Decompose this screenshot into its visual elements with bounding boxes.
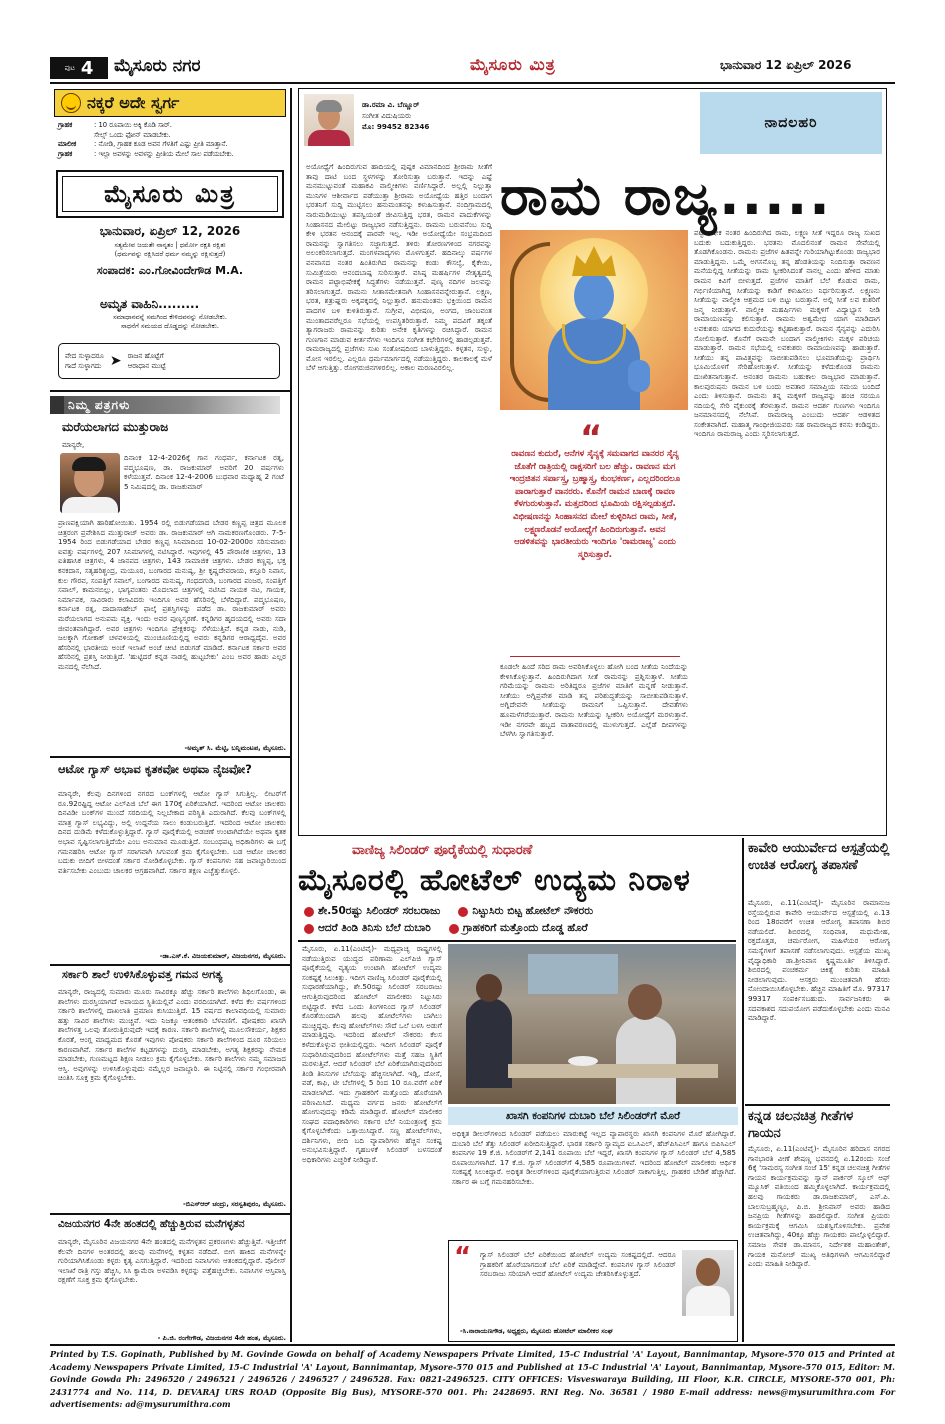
letter-signature: -ಬಿಎಸ್‌ಆರ್ ಚಂದ್ರು, ಸರಸ್ವತಿಪುರಂ, ಮೈಸೂರು. <box>183 1200 286 1208</box>
masthead-logo: ಮೈಸೂರು ಮಿತ್ರ <box>470 55 556 74</box>
joke-speaker: ಗ್ರಾಹಕ <box>58 121 73 129</box>
letters-section-banner: ನಿಮ್ಮ ಪತ್ರಗಳು <box>50 396 280 414</box>
joke-line <box>58 150 288 160</box>
laugh-box-title: ನಕ್ಕರೆ ಅದೇ ಸ್ವರ್ಗ <box>87 93 180 112</box>
column-name-banner: ನಾದಲಹರಿ <box>700 92 882 154</box>
proverb-right <box>128 351 166 371</box>
edition-date: ಭಾನುವಾರ, ಏಪ್ರಿಲ್ 12, 2026 <box>99 224 241 238</box>
hotel-diners-photo <box>448 944 736 1104</box>
brief-body: ಮೈಸೂರು, ಏ.11(ಎಂಟಿವೈ)- ಮೈಸೂರಿನ ರಾಮಾನುಜ ರಸ್ತೆಯಲ್ಲಿರುವ ಕಾವೇರಿ ಆಯುರ್ವೇದ ಆಸ್ಪತ್ರೆಯಲ್ಲಿ ಏ.13 ರಿಂದ 18ರವರೆಗೆ ಉಚಿತ ಆರೋಗ್ಯ ತಪಾಸಣಾ ಶಿಬಿರ ನಡೆಯಲಿದೆ. ಶಿಬಿರದಲ್ಲಿ ಸಂಧಿವಾತ, ಮಧುಮೇಹ, ರಕ್ತದೊತ್ತಡ, ಚರ್ಮರೋಗ, ಮಹಿಳೆಯರ ಆರೋಗ್ಯ ಸಮಸ್ಯೆಗಳಿಗೆ ತಪಾಸಣೆ ನಡೆಸಲಾಗುವುದು. ಆಸ್ಪತ್ರೆಯ ಮುಖ್ಯ ವೈದ್ಯಾಧಿಕಾರಿ ಡಾ.ಶ್ರೀನಿವಾಸ ಕೃಷ್ಣಮೂರ್ತಿ ತಿಳಿಸಿದ್ದಾರೆ. ಶಿಬಿರದಲ್ಲಿ ಪಂಚಕರ್ಮ ಚಿಕಿತ್ಸೆ ಕುರಿತು ಮಾಹಿತಿ ನೀಡಲಾಗುವುದು. ಆಸಕ್ತರು ಮುಂಚಿತವಾಗಿ ಹೆಸರು ನೋಂದಾಯಿಸಿಕೊಳ್ಳಬೇಕು. ಹೆಚ್ಚಿನ ಮಾಹಿತಿಗೆ ಮೊ. 97317 99317 ಸಂಪರ್ಕಿಸಬಹುದು. ಸಾರ್ವಜನಿಕರು ಈ ಸದವಕಾಶದ ಸದುಪಯೋಗ ಪಡೆದುಕೊಳ್ಳಬೇಕು ಎಂದು ಮನವಿ ಮಾಡಿದ್ದಾರೆ. <box>748 898 890 1023</box>
quote-divider <box>510 656 680 657</box>
brief-body: ಮೈಸೂರು, ಏ.11(ಎಂಟಿವೈ)- ಮೈಸೂರಿನ ಹರಿದಾಸ ನಗರದ ಗಾನಭಾರತಿ ವೀಣೆ ಶೇಷಣ್ಣ ಭವನದಲ್ಲಿ ಏ.12ರಂದು ಸಂಜೆ 6ಕ್ಕೆ 'ಸಾಮರಸ್ಯ ಸಂಗೀತ ಸಂಜೆ 15' ಕನ್ನಡ ಚಲನಚಿತ್ರ ಗೀತೆಗಳ ಗಾಯನ ಕಾರ್ಯಕ್ರಮವನ್ನು ಸ್ವಾನ್ ಪಾರ್ಕರ್ ಸ್ಕೂಲ್ ಆಫ್ ಮ್ಯೂಸಿಕ್ ವತಿಯಿಂದ ಹಮ್ಮಿಕೊಳ್ಳಲಾಗಿದೆ. ಕಾರ್ಯಕ್ರಮದಲ್ಲಿ ಹಲವು ಗಾಯಕರು ಡಾ.ರಾಜಕುಮಾರ್, ಎಸ್.ಪಿ. ಬಾಲಸುಬ್ರಹ್ಮಣ್ಯಂ, ಪಿ.ಬಿ. ಶ್ರೀನಿವಾಸ್ ಅವರು ಹಾಡಿದ ಜನಪ್ರಿಯ ಗೀತೆಗಳನ್ನು ಹಾಡಲಿದ್ದಾರೆ. ಸಂಗೀತ ಪ್ರಿಯರು ಕಾರ್ಯಕ್ರಮಕ್ಕೆ ಆಗಮಿಸಿ ಯಶಸ್ವಿಗೊಳಿಸಬೇಕು. ಪ್ರವೇಶ ಉಚಿತವಾಗಿದ್ದು, 40ಕ್ಕೂ ಹೆಚ್ಚು ಗಾಯಕರು ಪಾಲ್ಗೊಳ್ಳಲಿದ್ದಾರೆ. ಸಮಾಜ ಸೇವಕ ಡಾ.ಮಾನಸ, ನಿರ್ದೇಶಕ ಮಹಾಂತೇಶ್, ಗಾಯಕ ಮನೋಜ್ ಮುಖ್ಯ ಅತಿಥಿಗಳಾಗಿ ಆಗಮಿಸಲಿದ್ದಾರೆ ಎಂದು ಮಾಹಿತಿ ನೀಡಿದ್ದಾರೆ. <box>748 1144 890 1269</box>
quote-mark-icon: “ <box>454 1242 472 1272</box>
joke-text: ಸೇಲ್ಸ್ ಒಂದು ಫೋನ್ ಮಾಡಬೇಕು. <box>94 130 171 139</box>
highlight-text: ನಿಟ್ಟುಸಿರು ಬಿಟ್ಟ ಹೋಟೆಲ್ ನೌಕರರು <box>472 905 594 917</box>
printer-imprint: Printed by T.S. Gopinath, Published by M. Govinde Gowda on behalf of Academy Newspapers Private Limited, 15-C Industrial 'A' Layout, Bannimantap, Mysore-570 015 and Printed at Academy Newspapers Private Limited, 15-C Industrial 'A' Layout, Bannimantap, Mysore-570 015 and Published at 15-C Industrial 'A' Layout, Bannimantap, Mysore-570 015, Editor: M. Govinde Gowda Ph: 2496520 / 2496521 / 2496526 / 2496527 / 2496528. Fax: 0821-2496525. CITY OFFICES: Visveswaraya Building, III Floor, K.R. CIRCLE, MYSORE-570 001, Ph: 2431774 and No. 114, D. DEVARAJ URS ROAD (Opposite Big Bus), MYSORE-570 001. Ph: 2428695. RNI Reg. No. 36581 / 1980 E-mail address: news@mysurumithra.com For advertisements: ad@mysurumithra.com <box>50 1349 895 1409</box>
smiley-icon <box>61 93 81 113</box>
amrutha-title: ಅಮೃತ ವಾಹಿನಿ......... <box>100 297 200 311</box>
author-role: ಸಂಗೀತ ವಿದುಷಿಯರು <box>362 111 412 120</box>
motto-lines <box>56 241 284 259</box>
page-label: ಪುಟ <box>64 63 75 72</box>
letter-body: ದಿನಾಂಕ 12-4-2026ಕ್ಕೆ ಗಾನ ಗಂಧರ್ವ, ಕರ್ನಾಟಕ ರತ್ನ, ಪದ್ಮಭೂಷಣ, ಡಾ. ರಾಜಕುಮಾರ್ ಅವರಿಗೆ 20 ವರ್ಷಗಳು ಕಳೆಯುತ್ತವೆ. ದಿನಾಂಕ 12-4-2006 ಬುಧವಾರ ಮಧ್ಯಾಹ್ನ 2 ಗಂಟೆ 5 ನಿಮಿಷದಲ್ಲಿ ಡಾ. ರಾಜಕುಮಾರ್ <box>124 453 284 491</box>
amrutha-line: ಸಮಾಧಾನವನ್ನೆ ಸಮಗಿಂದ ಕೇಳಿದವನನ್ನು ನೋಡಬೇಕು. <box>113 313 227 321</box>
author-photo <box>304 94 354 146</box>
letter-body: ಮಾನ್ಯರೇ, ರಾಜ್ಯದಲ್ಲಿ ಸುಮಾರು ಮೂರು ಸಾವಿರಕ್ಕೂ ಹೆಚ್ಚು ಸರ್ಕಾರಿ ಶಾಲೆಗಳು ಶಿಥಿಲಗೊಂಡು, ಈ ಶಾಲೆಗಳು ದುರಸ್ತಿಯಾಗದೆ ಅಪಾಯದ ಸ್ಥಿತಿಯಲ್ಲಿವೆ ಎಂದು ವರದಿಯಾಗಿದೆ. ಕಳೆದ ಕೆಲ ವರ್ಷಗಳಿಂದ ಸರ್ಕಾರಿ ಶಾಲೆಗಳಲ್ಲಿ ದಾಖಲಾತಿ ಪ್ರಮಾಣ ಕುಸಿಯುತ್ತಿದೆ. 15 ವರ್ಷದ ಕಾಲಾವಧಿಯಲ್ಲಿ ಸುಮಾರು ಹತ್ತು ಸಾವಿರ ಶಾಲೆಗಳು ಮುಚ್ಚಿವೆ. ಇದು ನಿಜಕ್ಕೂ ಆತಂಕಕಾರಿ ಬೆಳವಣಿಗೆ. ಪೋಷಕರು ಖಾಸಗಿ ಶಾಲೆಗಳತ್ತ ಒಲವು ತೋರುತ್ತಿರುವುದೇ ಇದಕ್ಕೆ ಕಾರಣ. ಸರ್ಕಾರಿ ಶಾಲೆಗಳಲ್ಲಿ ಮೂಲಸೌಕರ್ಯ, ಶಿಕ್ಷಕರ ಕೊರತೆ, ಆಂಗ್ಲ ಮಾಧ್ಯಮದ ಕೊರತೆ ಇವುಗಳು ಪೋಷಕರು ಸರ್ಕಾರಿ ಶಾಲೆಗಳಿಂದ ದೂರ ಸರಿಯಲು ಕಾರಣವಾಗಿವೆ. ಸರ್ಕಾರ ಶಾಲೆಗಳ ಕಟ್ಟಡಗಳನ್ನು ದುರಸ್ತಿ ಮಾಡಬೇಕು, ಅಗತ್ಯ ಶಿಕ್ಷಕರನ್ನು ನೇಮಕ ಮಾಡಬೇಕು, ಗುಣಮಟ್ಟದ ಶಿಕ್ಷಣ ನೀಡಲು ಕ್ರಮ ಕೈಗೊಳ್ಳಬೇಕು. ಸರ್ಕಾರಿ ಶಾಲೆಗಳು ನಮ್ಮ ಸಮಾಜದ ಆಸ್ತಿ. ಅವುಗಳನ್ನು ಉಳಿಸಿಕೊಳ್ಳುವುದು ನಮ್ಮೆಲ್ಲರ ಜವಾಬ್ದಾರಿ. ಈ ನಿಟ್ಟಿನಲ್ಲಿ ಸರ್ಕಾರ ಗಂಭೀರವಾಗಿ ಚಿಂತಿಸಿ ಸೂಕ್ತ ಕ್ರಮ ಕೈಗೊಳ್ಳಬೇಕು. <box>58 987 286 1083</box>
letter-title: ಸರ್ಕಾರಿ ಶಾಲೆ ಉಳಿಸಿಕೊಳ್ಳುವತ್ತ ಗಮನ ಅಗತ್ಯ <box>62 968 223 981</box>
brief-headline: ಕಾವೇರಿ ಆಯುರ್ವೇದ ಆಸ್ಪತ್ರೆಯಲ್ಲಿ ಉಚಿತ ಆರೋಗ್ಯ ತಪಾಸಣೆ <box>748 841 890 873</box>
proverb-text: ರಾಜನ ಹೊಟ್ಟೆಗೆ <box>127 352 164 360</box>
arrow-right-icon: ➤ <box>109 353 122 369</box>
feature-column-text: ಅಯೋಧ್ಯೆಗೆ ಹಿಂದಿರುಗುವ ಹಾದಿಯಲ್ಲಿ ಪುಷ್ಪಕ ವಿಮಾನದಿಂದ ಶ್ರೀರಾಮ ಸೀತೆಗೆ ತಾವು ದಾಟಿ ಬಂದ ಸ್ಥಳಗಳನ್ನು ತೋರಿಸುತ್ತಾ ಬರುತ್ತಾನೆ. ಇದನ್ನು ಎಷ್ಟೆ ಮನಮುಟ್ಟುವಂತೆ ಮಹಾಕವಿ ವಾಲ್ಮೀಕಿಗಳು ವರ್ಣಿಸಿದ್ದಾರೆ. ಅಲ್ಲಲ್ಲಿ ನಿಲ್ಲುತ್ತಾ ಮುನಿಗಳ ಆಶೀರ್ವಾದ ಪಡೆಯುತ್ತಾ ಶ್ರೀರಾಮ ಅಯೋಧ್ಯೆಯ ಹತ್ತಿರ ಬಂದಾಗ ಭರತನಿಗೆ ಸುದ್ದಿ ಮುಟ್ಟಿಸಲು ಹನುಮಂತನನ್ನು ಕಳುಹಿಸುತ್ತಾನೆ. ನಂದಿಗ್ರಾಮದಲ್ಲಿ ನಾರುಮಡಿಯುಟ್ಟು ತಪಸ್ವಿಯಂತೆ ಜೀವಿಸುತ್ತಿದ್ದ ಭರತ, ರಾಮನ ಪಾದುಕೆಗಳನ್ನು ಸಿಂಹಾಸನದ ಮೇಲಿಟ್ಟು ರಾಜ್ಯಭಾರ ನಡೆಸುತ್ತಿದ್ದನು. ರಾಮನು ಬರುವನೆಂಬ ಸುದ್ದಿ ಕೇಳಿ ಭರತನ ಆನಂದಕ್ಕೆ ಪಾರವೇ ಇಲ್ಲ. ಇಡೀ ಅಯೋಧ್ಯೆಯೇ ಸಂಭ್ರಮದಿಂದ ರಾಮನನ್ನು ಸ್ವಾಗತಿಸಲು ಸಜ್ಜಾಗುತ್ತದೆ. ತಳಿರು ತೋರಣಗಳಿಂದ ನಗರವನ್ನು ಅಲಂಕರಿಸಲಾಗುತ್ತದೆ. ಮಂಗಳವಾದ್ಯಗಳು ಮೊಳಗುತ್ತವೆ. ಹದಿನಾಲ್ಕು ವರ್ಷಗಳ ವನವಾಸದ ನಂತರ ಹಿಂತಿರುಗಿದ ರಾಮನನ್ನು ಕಂಡು ಕೌಸಲ್ಯೆ, ಕೈಕೇಯಿ, ಸುಮಿತ್ರೆಯರು ಆನಂದಬಾಷ್ಪ ಸುರಿಸುತ್ತಾರೆ. ವಸಿಷ್ಠ ಮಹರ್ಷಿಗಳ ನೇತೃತ್ವದಲ್ಲಿ ರಾಮನ ಪಟ್ಟಾಭಿಷೇಕಕ್ಕೆ ಸಿದ್ಧತೆಗಳು ನಡೆಯುತ್ತವೆ. ಪುಣ್ಯ ನದಿಗಳ ಜಲವನ್ನು ತರಿಸಲಾಗುತ್ತದೆ. ರಾಮನು ಸೀತಾಸಮೇತನಾಗಿ ಸಿಂಹಾಸನವನ್ನೇರುತ್ತಾನೆ. ಲಕ್ಷ್ಮಣ, ಭರತ, ಶತ್ರುಘ್ನರು ಅಕ್ಕಪಕ್ಕದಲ್ಲಿ ನಿಲ್ಲುತ್ತಾರೆ. ಹನುಮಂತನು ಭಕ್ತಿಯಿಂದ ರಾಮನ ಪಾದಗಳ ಬಳಿ ಕುಳಿತಿರುತ್ತಾನೆ. ಸುಗ್ರೀವ, ವಿಭೀಷಣ, ಅಂಗದ, ಜಾಂಬವಂತ ಮುಂತಾದವರೆಲ್ಲರೂ ಸಭೆಯಲ್ಲಿ ಉಪಸ್ಥಿತರಿರುತ್ತಾರೆ. ನಿಮ್ಮ ಪದವಿಗೆ ತಕ್ಕಂತೆ ತ್ಯಾಗರಾಜರು ರಾಮನನ್ನು ಕುರಿತು ಅನೇಕ ಕೃತಿಗಳನ್ನು ರಚಿಸಿದ್ದಾರೆ. ರಾಮನ ಗುಣಗಾನ ಮಾಡುವ ಕೀರ್ತನೆಗಳು ಇಂದಿಗೂ ಸಂಗೀತ ಕಛೇರಿಗಳಲ್ಲಿ ಹಾಡಲ್ಪಡುತ್ತವೆ. ರಾಮರಾಜ್ಯದಲ್ಲಿ ಪ್ರಜೆಗಳು ಸುಖ ಸಂತೋಷದಿಂದ ಬಾಳುತ್ತಿದ್ದರು. ಕಳ್ಳತನ, ಸುಳ್ಳು, ಮೋಸ ಇರಲಿಲ್ಲ. ಎಲ್ಲರೂ ಧರ್ಮಮಾರ್ಗದಲ್ಲಿ ನಡೆಯುತ್ತಿದ್ದರು. ಕಾಲಕಾಲಕ್ಕೆ ಮಳೆ ಬೆಳೆ ಆಗುತ್ತಿತ್ತು. ರೋಗರುಜಿನಗಳಿರಲಿಲ್ಲ. ಅಕಾಲ ಮರಣವಿರಲಿಲ್ಲ. <box>306 162 492 373</box>
proverb-left <box>65 351 104 371</box>
bullet-icon <box>304 924 314 934</box>
letter-title: ವಿಜಯನಗರ 4ನೇ ಹಂತದಲ್ಲಿ ಹೆಚ್ಚುತ್ತಿರುವ ಮನೆಗಳ್ಳತನ <box>58 1218 245 1230</box>
highlight-item <box>304 905 440 918</box>
author-phone: ಮೊ: 99452 82346 <box>362 122 430 131</box>
bullet-icon <box>304 907 314 917</box>
joke-text: : 10 ರೂಪಾಯಿ ಅಕ್ಕಿ ಕೊಡಿ ಸಾರ್. <box>94 121 172 129</box>
joke-line <box>58 140 288 150</box>
quote-mark-icon: “ <box>580 418 603 458</box>
letter-title: ಆಟೋ ಗ್ಯಾಸ್ ಅಭಾವ ಕೃತಕವೋ ಅಥವಾ ನೈಜವೋ? <box>58 762 252 776</box>
letter-body: ಮಾನ್ಯರೇ, ಕೆಲವು ದಿನಗಳಿಂದ ನಗರದ ಬಂಕ್‌ಗಳಲ್ಲಿ ಆಟೋ ಗ್ಯಾಸ್ ಸಿಗುತ್ತಿಲ್ಲ. ಲೀಟರ್‌ಗೆ ರೂ.92ರಷ್ಟಿದ್ದ ಆಟೋ ಎಲ್‌ಪಿಜಿ ಬೆಲೆ ಈಗ 170ಕ್ಕೆ ಏರಿಕೆಯಾಗಿದೆ. ಇದರಿಂದ ಆಟೋ ಚಾಲಕರು ದಿನವಿಡೀ ಬಂಕ್‌ಗಳ ಮುಂದೆ ಸರದಿಯಲ್ಲಿ ನಿಲ್ಲಬೇಕಾದ ಪರಿಸ್ಥಿತಿ ಎದುರಾಗಿದೆ. ಕೆಲವು ಬಂಕ್‌ಗಳಲ್ಲಿ ಮಾತ್ರ ಗ್ಯಾಸ್ ಲಭ್ಯವಿದ್ದು, ಅಲ್ಲಿ ಉದ್ದನೆಯ ಸಾಲು ಕಂಡುಬರುತ್ತಿದೆ. ಇದರಿಂದ ಆಟೋ ಚಾಲಕರು ದಿನದ ದುಡಿಮೆ ಕಳೆದುಕೊಳ್ಳುತ್ತಿದ್ದಾರೆ. ಗ್ಯಾಸ್ ಪೂರೈಕೆಯಲ್ಲಿ ಅಡಚಣೆ ಉಂಟಾಗಿದೆಯೇ ಅಥವಾ ಕೃತಕ ಅಭಾವ ಸೃಷ್ಟಿಸಲಾಗುತ್ತಿದೆಯೇ ಎಂಬ ಅನುಮಾನ ಮೂಡುತ್ತಿದೆ. ಸಂಬಂಧಪಟ್ಟ ಅಧಿಕಾರಿಗಳು ಈ ಬಗ್ಗೆ ಗಮನಹರಿಸಿ ಆಟೋ ಗ್ಯಾಸ್ ಸರಾಗವಾಗಿ ಸಿಗುವಂತೆ ಕ್ರಮ ಕೈಗೊಳ್ಳಬೇಕು. ಬಡ ಆಟೋ ಚಾಲಕರ ಬದುಕು ಬೀದಿಗೆ ಬೀಳದಂತೆ ಸರ್ಕಾರ ನೋಡಿಕೊಳ್ಳಬೇಕು. ಗ್ಯಾಸ್ ಕಂಪನಿಗಳು ಸಹ ಜವಾಬ್ದಾರಿಯಿಂದ ವರ್ತಿಸಬೇಕು ಎಂಬುದು ಚಾಲಕರ ಆಗ್ರಹವಾಗಿದೆ. ಸರ್ಕಾರ ತಕ್ಷಣ ಎಚ್ಚೆತ್ತುಕೊಳ್ಳಲಿ. <box>58 789 286 875</box>
motto-line: ಸತ್ಯಮೇವ ಜಯತೇ ನಾನೃತಂ | ಧರ್ಮೋ ರಕ್ಷತಿ ರಕ್ಷಿತಃ <box>114 241 226 249</box>
header-divider <box>50 82 895 84</box>
author-info <box>362 99 429 132</box>
story-headline: ಮೈಸೂರಲ್ಲಿ ಹೋಟೆಲ್ ಉದ್ಯಮ ನಿರಾಳ <box>298 863 691 898</box>
motto-line: (ಧರ್ಮವನ್ನು ರಕ್ಷಿಸಿದರೆ ಧರ್ಮ ನಮ್ಮನ್ನು ರಕ್ಷಿಸುತ್ತದೆ) <box>114 250 226 258</box>
page-number: 4 <box>80 57 94 79</box>
joke-speaker <box>58 131 90 141</box>
story-body: ಮೈಸೂರು, ಏ.11(ಎಂಟಿವೈ)- ಮಧ್ಯಪ್ರಾಚ್ಯ ರಾಷ್ಟ್ರಗಳಲ್ಲಿ ನಡೆಯುತ್ತಿರುವ ಯುದ್ಧದ ಪರಿಣಾಮ ಎಲ್‌ಪಿಜಿ ಗ್ಯಾಸ್ ಪೂರೈಕೆಯಲ್ಲಿ ವ್ಯತ್ಯಯ ಉಂಟಾಗಿ ಹೋಟೆಲ್ ಉದ್ಯಮ ಸಂಕಷ್ಟಕ್ಕೆ ಸಿಲುಕಿತ್ತು. ಇದೀಗ ವಾಣಿಜ್ಯ ಸಿಲಿಂಡರ್ ಪೂರೈಕೆಯಲ್ಲಿ ಸುಧಾರಣೆಯಾಗಿದ್ದು, ಶೇ.50ರಷ್ಟು ಸಿಲಿಂಡರ್ ಸರಬರಾಜು ಆಗುತ್ತಿರುವುದರಿಂದ ಹೋಟೆಲ್ ಮಾಲೀಕರು ನಿಟ್ಟುಸಿರು ಬಿಟ್ಟಿದ್ದಾರೆ. ಕಳೆದ ಒಂದು ತಿಂಗಳಿನಿಂದ ಗ್ಯಾಸ್ ಸಿಲಿಂಡರ್ ಕೊರತೆಯಿಂದಾಗಿ ಹಲವು ಹೋಟೆಲ್‌ಗಳು ಬಾಗಿಲು ಮುಚ್ಚಿದ್ದವು. ಕೆಲವು ಹೋಟೆಲ್‌ಗಳು ಸೌದೆ ಒಲೆ ಬಳಸಿ ಅಡುಗೆ ಮಾಡುತ್ತಿದ್ದವು. ಇದರಿಂದ ಹೋಟೆಲ್ ನೌಕರರು ಕೆಲಸ ಕಳೆದುಕೊಳ್ಳುವ ಭೀತಿಯಲ್ಲಿದ್ದರು. ಇದೀಗ ಸಿಲಿಂಡರ್ ಪೂರೈಕೆ ಸುಧಾರಿಸಿರುವುದರಿಂದ ಹೋಟೆಲ್‌ಗಳು ಮತ್ತೆ ಸಹಜ ಸ್ಥಿತಿಗೆ ಮರಳುತ್ತಿವೆ. ಆದರೆ ಸಿಲಿಂಡರ್ ಬೆಲೆ ಏರಿಕೆಯಾಗಿರುವುದರಿಂದ ತಿಂಡಿ ತಿನಿಸುಗಳ ಬೆಲೆಯನ್ನು ಹೆಚ್ಚಿಸಲಾಗಿದೆ. ಇಡ್ಲಿ, ದೋಸೆ, ವಡೆ, ಕಾಫಿ, ಟೀ ಬೆಲೆಗಳಲ್ಲಿ 5 ರಿಂದ 10 ರೂ.ವರೆಗೆ ಏರಿಕೆ ಮಾಡಲಾಗಿದೆ. ಇದು ಗ್ರಾಹಕರಿಗೆ ಮತ್ತೊಂದು ಹೊರೆಯಾಗಿ ಪರಿಣಮಿಸಿದೆ. ಮಧ್ಯಮ ವರ್ಗದ ಜನರು ಹೋಟೆಲ್‌ಗೆ ಹೋಗುವುದನ್ನು ಕಡಿಮೆ ಮಾಡಿದ್ದಾರೆ. ಹೋಟೆಲ್ ಮಾಲೀಕರ ಸಂಘದ ಪದಾಧಿಕಾರಿಗಳು ಸರ್ಕಾರ ಬೆಲೆ ನಿಯಂತ್ರಣಕ್ಕೆ ಕ್ರಮ ಕೈಗೊಳ್ಳಬೇಕೆಂದು ಒತ್ತಾಯಿಸಿದ್ದಾರೆ. ಸಣ್ಣ ಹೋಟೆಲ್‌ಗಳು, ದರ್ಶಿನಿಗಳು, ಬೀದಿ ಬದಿ ವ್ಯಾಪಾರಿಗಳು ಹೆಚ್ಚಿನ ಸಂಕಷ್ಟ ಅನುಭವಿಸುತ್ತಿದ್ದಾರೆ. ಗೃಹಬಳಕೆ ಸಿಲಿಂಡರ್ ಬಳಸದಂತೆ ಅಧಿಕಾರಿಗಳು ಎಚ್ಚರಿಕೆ ನೀಡಿದ್ದಾರೆ. <box>302 944 442 1165</box>
story-divider <box>298 940 736 942</box>
joke-lines <box>58 121 288 159</box>
letter-title: ಮರೆಯಲಾಗದ ಮುತ್ತುರಾಜ <box>62 420 169 434</box>
letter-body: ಪ್ರಾಣಪಕ್ಷಿಯಾಗಿ ಹಾರಿಹೋಯಿತು. 1954 ರಲ್ಲಿ ಬಿಡುಗಡೆಯಾದ ಬೇಡರ ಕಣ್ಣಪ್ಪ ಚಿತ್ರದ ಮೂಲಕ ಚಿತ್ರರಂಗ ಪ್ರವೇಶಿಸಿದ ಮುತ್ತುರಾಜ್ ಅವರು ಡಾ. ರಾಜಕುಮಾರ್ ಆಗಿ ನಾಮಕರಣಗೊಂಡರು. 7-5-1954 ರಿಂದ ಬಿಡುಗಡೆಯಾದ ಬೇಡರ ಕಣ್ಣಪ್ಪ ಸಿನಿಮಾದಿಂದ 10-02-2000ರ ಸರಿಸುಮಾರು ಐವತ್ತು ವರ್ಷಗಳಲ್ಲಿ 207 ಸಿನಿಮಾಗಳಲ್ಲಿ ನಟಿಸಿದ್ದಾರೆ. ಇವುಗಳಲ್ಲಿ 45 ಪೌರಾಣಿಕ ಚಿತ್ರಗಳು, 13 ಐತಿಹಾಸಿಕ ಚಿತ್ರಗಳು, 4 ಜಾನಪದ ಚಿತ್ರಗಳು, 143 ಸಾಮಾಜಿಕ ಚಿತ್ರಗಳು. ಬೇಡರ ಕಣ್ಣಪ್ಪ, ಭಕ್ತ ಕನಕದಾಸ, ಸತ್ಯಹರಿಶ್ಚಂದ್ರ, ಮಯೂರ, ಬಂಗಾರದ ಮನುಷ್ಯ, ಶ್ರೀ ಕೃಷ್ಣದೇವರಾಯ, ಕಸ್ತೂರಿ ನಿವಾಸ, ಕುಲ ಗೌರವ, ಸಂಪತ್ತಿಗೆ ಸವಾಲ್, ಬಂಗಾರದ ಮನುಷ್ಯ, ಗಂಧದಗುಡಿ, ಬಂಗಾರದ ಪಂಜರ, ಸಂಪತ್ತಿಗೆ ಸವಾಲ್, ಕಾಮನಬಿಲ್ಲು, ಭಾಗ್ಯವಂತರು ಮೊದಲಾದ ಚಿತ್ರಗಳಲ್ಲಿ ನಟಿಸಿದ ನಾಯಕ ನಟ, ಗಾಯಕ, ನಿರ್ಮಾಪಕ, ಸಾವಿರಾರು ಕಲಾವಿದರು ಇಂದಿಗೂ ಅವರ ಹೆಸರಿನಲ್ಲಿ ಬೆಳೆದಿದ್ದಾರೆ. ಪದ್ಮಭೂಷಣ, ಕರ್ನಾಟಕ ರತ್ನ, ದಾದಾಸಾಹೇಬ್ ಫಾಲ್ಕೆ ಪ್ರಶಸ್ತಿಗಳನ್ನು ಪಡೆದ ಡಾ. ರಾಜಕುಮಾರ್ ಅವರು ಮರೆಯಲಾಗದ ಅನುಪಮ ವ್ಯಕ್ತಿ. ಇಂದು ಅವರ ಪುಣ್ಯಸ್ಮರಣೆ. ಕನ್ನಡಿಗರ ಹೃದಯದಲ್ಲಿ ಅವರು ಸದಾ ಜೀವಂತವಾಗಿದ್ದಾರೆ. ಅವರ ಚಿತ್ರಗಳು ಇಂದಿಗೂ ಪ್ರೇಕ್ಷಕರನ್ನು ಸೆಳೆಯುತ್ತಿವೆ. ಕನ್ನಡ ನಾಡು, ನುಡಿ, ಜಲಕ್ಕಾಗಿ ಗೋಕಾಕ್ ಚಳವಳಿಯಲ್ಲಿ ಮುಂಚೂಣಿಯಲ್ಲಿದ್ದ ಅವರು ಕನ್ನಡಿಗರ ಆರಾಧ್ಯದೈವ. ಅವರ ಹೆಸರಿನಲ್ಲಿ ಭಾರತೀಯ ಅಂಚೆ ಇಲಾಖೆ ಅಂಚೆ ಚೀಟಿ ಬಿಡುಗಡೆ ಮಾಡಿದೆ. ಕರ್ನಾಟಕ ಸರ್ಕಾರ ಅವರ ಹೆಸರಿನಲ್ಲಿ ಪ್ರಶಸ್ತಿ ನೀಡುತ್ತಿದೆ. 'ಹುಟ್ಟಿದರೆ ಕನ್ನಡ ನಾಡಲ್ಲಿ ಹುಟ್ಟಬೇಕು' ಎಂಬ ಅವರ ಹಾಡು ಎಲ್ಲರ ಮನದಲ್ಲಿ ನೆಲೆಸಿದೆ. <box>58 518 286 671</box>
lord-rama-illustration <box>500 230 688 410</box>
hotel-association-president-photo <box>682 1250 734 1316</box>
brief-divider <box>745 1104 890 1106</box>
section-title: ಮೈಸೂರು ನಗರ <box>114 56 201 76</box>
editor-credit: ಸಂಪಾದಕ: ಎಂ.ಗೋವಿಂದೇಗೌಡ M.A. <box>96 264 244 277</box>
highlight-text: ಆದರೆ ತಿಂಡಿ ತಿನಿಸು ಬೆಲೆ ದುಬಾರಿ <box>318 922 431 934</box>
letter-signature: -ಡಾ.ಎಸ್.ಕೆ. ವಿಜಯಕುಮಾರ್, ವಿಜಯನಗರ, ಮೈಸೂರು. <box>159 952 286 960</box>
amrutha-line: ಸಾಧನೆಗೆ ಸಮಯದ ದೊಡ್ಡದನ್ನು ನೋಡಬೇಕು. <box>121 322 219 330</box>
joke-speaker: ಗ್ರಾಹಕ <box>58 149 73 158</box>
brief-headline: ಕನ್ನಡ ಚಲನಚಿತ್ರ ಗೀತೆಗಳ ಗಾಯನ <box>748 1109 854 1141</box>
feature-column-text: ಪಟ್ಟಾಭಿಷೇಕ ನಂತರ ಹಿಂದಿರುಗಿದ ರಾಮ, ಲಕ್ಷ್ಮಣ ಸೀತೆ ಇದ್ದರೂ ರಾಜ್ಯ ಸುಖದ ಬದುಕು ಬದುಕುತ್ತಿದ್ದರು. ಭರತನು ಮೊದಲಿನಂತೆ ರಾಮನ ಸೇವೆಯಲ್ಲಿ ತೊಡಗಿಕೊಂಡನು. ರಾಮನು ಪ್ರಜೆಗಳ ಹಿತವನ್ನೇ ಗುರಿಯಾಗಿಟ್ಟುಕೊಂಡು ರಾಜ್ಯಭಾರ ಮಾಡುತ್ತಿದ್ದನು. ಒಮ್ಮೆ ಅಗಸನೊಬ್ಬ ತನ್ನ ಹೆಂಡತಿಯನ್ನು ನಿಂದಿಸುತ್ತಾ ರಾವಣನ ಮನೆಯಲ್ಲಿದ್ದ ಸೀತೆಯನ್ನು ರಾಮ ಸ್ವೀಕರಿಸಿದಂತೆ ನಾನಲ್ಲ ಎಂದು ಹೇಳಿದ ಮಾತು ರಾಮನ ಕಿವಿಗೆ ಬೀಳುತ್ತದೆ. ಪ್ರಜೆಗಳ ಮಾತಿಗೆ ಬೆಲೆ ಕೊಡುವ ರಾಮ, ಗರ್ಭಿಣಿಯಾಗಿದ್ದ ಸೀತೆಯನ್ನು ಕಾಡಿಗೆ ಕಳುಹಿಸಲು ನಿರ್ಧರಿಸುತ್ತಾನೆ. ಲಕ್ಷ್ಮಣನು ಸೀತೆಯನ್ನು ವಾಲ್ಮೀಕಿ ಆಶ್ರಮದ ಬಳಿ ಬಿಟ್ಟು ಬರುತ್ತಾನೆ. ಅಲ್ಲಿ ಸೀತೆ ಲವ ಕುಶರಿಗೆ ಜನ್ಮ ನೀಡುತ್ತಾಳೆ. ವಾಲ್ಮೀಕಿ ಮಹರ್ಷಿಗಳು ಮಕ್ಕಳಿಗೆ ವಿದ್ಯಾಭ್ಯಾಸ ನೀಡಿ ರಾಮಾಯಣವನ್ನು ಕಲಿಸುತ್ತಾರೆ. ರಾಮನು ಅಶ್ವಮೇಧ ಯಾಗ ಮಾಡಿದಾಗ ಲವಕುಶರು ಯಾಗದ ಕುದುರೆಯನ್ನು ಕಟ್ಟಿಹಾಕುತ್ತಾರೆ. ರಾಮನ ಸೈನ್ಯವನ್ನು ಎದುರಿಸಿ ಸೋಲಿಸುತ್ತಾರೆ. ಕೊನೆಗೆ ರಾಮನೇ ಬಂದಾಗ ವಾಲ್ಮೀಕಿಗಳು ಮಕ್ಕಳ ಪರಿಚಯ ಮಾಡುತ್ತಾರೆ. ರಾಮನ ಸಭೆಯಲ್ಲಿ ಲವಕುಶರು ರಾಮಾಯಣವನ್ನು ಹಾಡುತ್ತಾರೆ. ಸೀತೆಯು ತನ್ನ ಪಾವಿತ್ರ್ಯವನ್ನು ಸಾಬೀತುಪಡಿಸಲು ಭೂಮಾತೆಯನ್ನು ಪ್ರಾರ್ಥಿಸಿ ಭೂಮಿಯೊಳಗೆ ಸೇರಿಹೋಗುತ್ತಾಳೆ. ಸೀತೆಯನ್ನು ಕಳೆದುಕೊಂಡ ರಾಮನು ದುಃಖಿತನಾಗುತ್ತಾನೆ. ಅನಂತರ ರಾಮನು ಬಹುಕಾಲ ರಾಜ್ಯಭಾರ ಮಾಡುತ್ತಾನೆ. ಕಾಲಪುರುಷನು ರಾಮನ ಬಳಿ ಬಂದು ಅವತಾರ ಸಮಾಪ್ತಿಯ ಸಮಯ ಬಂದಿದೆ ಎಂದು ತಿಳಿಸುತ್ತಾನೆ. ರಾಮನು ತನ್ನ ಮಕ್ಕಳಿಗೆ ರಾಜ್ಯವನ್ನು ಹಂಚಿ ಸರಯೂ ನದಿಯಲ್ಲಿ ಸೇರಿ ವೈಕುಂಠಕ್ಕೆ ತೆರಳುತ್ತಾನೆ. ರಾಮನ ಆದರ್ಶ ಗುಣಗಳು ಇಂದಿಗೂ ಜನಮಾನಸದಲ್ಲಿ ನೆಲೆಸಿವೆ. ರಾಮರಾಜ್ಯ ಎಂಬುದು ಆದರ್ಶ ಆಡಳಿತದ ಸಂಕೇತವಾಗಿದೆ. ಮಹಾತ್ಮ ಗಾಂಧೀಜಿಯವರು ಸಹ ರಾಮರಾಜ್ಯದ ಕನಸು ಕಂಡಿದ್ದರು. ಇಂದಿಗೂ ರಾಮರಾಜ್ಯ ಎಂದು ಸ್ಮರಿಸಲಾಗುತ್ತದೆ. <box>694 228 880 439</box>
rajkumar-photo <box>60 453 120 513</box>
column-divider <box>742 838 744 1342</box>
section-divider <box>50 1213 290 1215</box>
column-divider <box>290 88 292 1342</box>
bullet-icon <box>449 924 459 934</box>
footer-divider <box>50 1344 895 1346</box>
laugh-box-banner <box>54 89 286 117</box>
joke-speaker: ಮಾಲೀಕ <box>58 140 77 148</box>
joke-line <box>58 121 288 131</box>
pull-quote: ರಾವಣನ ಕುದುರೆ, ಆನೆಗಳ ಸೈನ್ಯಕ್ಕೆ ಸಮವಾಗದ ವಾನರರ ಸೈನ್ಯ ಜೊತೆಗೆ ರಾತ್ರಿಯಲ್ಲಿ ರಾಕ್ಷಸರಿಗೆ ಬಲ ಹೆಚ್ಚು. ರಾವಣನ ಮಗ ಇಂದ್ರಜಿತನ ಸರ್ಪಾಸ್ತ್ರ, ಬ್ರಹ್ಮಾಸ್ತ್ರ, ಕುಂಭಕರ್ಣ, ಎಲ್ಲದರಿಂದಲೂ ಪಾರಾಗುತ್ತಾರೆ ವಾನರರು. ಕೊನೆಗೆ ರಾಮನ ಬಾಣಕ್ಕೆ ರಾವಣ ಕೆಳಗುರುಳುತ್ತಾನೆ. ಮತ್ತದರಿಂದ ಭೂಮಿಯ ರಕ್ಷಿಸಲ್ಪಡುತ್ತದೆ. ವಿಭೀಷಣನನ್ನು ಸಿಂಹಾಸನದ ಮೇಲೆ ಕುಳ್ಳಿರಿಸಿದ ರಾಮ, ಸೀತೆ, ಲಕ್ಷ್ಮಣರೊಡನೆ ಅಯೋಧ್ಯೆಗೆ ಹಿಂದಿರುಗುತ್ತಾನೆ. ಅವನ ಆಡಳಿತವನ್ನು ಭಾರತೀಯರು ಇಂದಿಗೂ 'ರಾಮರಾಜ್ಯ' ಎಂದು ಸ್ಮರಿಸುತ್ತಾರೆ. <box>509 449 681 560</box>
proverb-box <box>58 343 280 379</box>
story-body: ಅಧಿಕೃತ ಡೀಲರ್‌ಗಳಿಂದ ಸಿಲಿಂಡರ್ ಪಡೆಯಲು ಮಾರುಕಟ್ಟೆ ಇಲ್ಲದ ವ್ಯಾಪಾರಸ್ಥರು ಖಾಸಗಿ ಕಂಪನಿಗಳ ಮೊರೆ ಹೋಗಿದ್ದಾರೆ. ದುಬಾರಿ ಬೆಲೆ ತೆತ್ತು ಸಿಲಿಂಡರ್ ಖರೀದಿಸುತ್ತಿದ್ದಾರೆ. ಭಾರತ ಸರ್ಕಾರಿ ಸ್ವಾಮ್ಯದ ಐಒಸಿಎಲ್, ಹೆಚ್‌ಪಿಸಿಎಲ್ ಹಾಗೂ ಬಿಪಿಸಿಎಲ್ ಕಂಪನಿಗಳ 19 ಕೆ.ಜಿ. ಸಿಲಿಂಡರ್‌ಗೆ 2,141 ರೂಪಾಯಿ ಬೆಲೆ ಇದ್ದರೆ, ಖಾಸಗಿ ಕಂಪನಿಗಳ ಗ್ಯಾಸ್ ಸಿಲಿಂಡರ್ ಬೆಲೆ 4,585 ರೂಪಾಯಿಗಳಾಗಿದೆ. 17 ಕೆ.ಜಿ. ಗ್ಯಾಸ್ ಸಿಲಿಂಡರ್‌ಗೆ 4,585 ರೂಪಾಯಿಗಳಿವೆ. ಇದರಿಂದ ಹೋಟೆಲ್ ಮಾಲೀಕರು ಆರ್ಥಿಕ ಸಂಕಷ್ಟಕ್ಕೆ ಸಿಲುಕಿದ್ದಾರೆ. ಅಧಿಕೃತ ಡೀಲರ್‌ಗಳಿಂದ ಪೂರೈಕೆಯಾಗುತ್ತಿರುವ ಸಿಲಿಂಡರ್ ಸಾಕಾಗುತ್ತಿಲ್ಲ. ಗ್ರಾಹಕರ ಬೇಡಿಕೆ ಹೆಚ್ಚಾಗಿದೆ. ಸರ್ಕಾರ ಈ ಬಗ್ಗೆ ಗಮನಹರಿಸಬೇಕು. <box>452 1129 736 1186</box>
highlight-item <box>458 905 593 918</box>
highlight-text: ಗ್ರಾಹಕರಿಗೆ ಮತ್ತೊಂದು ದೊಡ್ಡ ಹೊರೆ <box>462 922 588 934</box>
section-divider <box>50 964 290 966</box>
author-name: ಡಾ.ರಮಾ ವಿ. ಬೆಣ್ಣೂರ್ <box>362 100 420 109</box>
highlight-item <box>449 922 588 935</box>
proverb-text: ವೇದ ಸುಳ್ಳಾದರೂ <box>65 352 104 360</box>
header-date: ಭಾನುವಾರ 12 ಏಪ್ರಿಲ್ 2026 <box>720 58 852 72</box>
highlight-text: ಶೇ.50ರಷ್ಟು ಸಿಲಿಂಡರ್ ಸರಬರಾಜು <box>318 905 441 917</box>
paper-nameplate: ಮೈಸೂರು ಮಿತ್ರ <box>56 170 284 218</box>
feature-column-text: ಕೂಡಲೇ ಹಿಂದೆ ಸರಿದ ರಾಮ ಅವರಿಸಿಕೊಳ್ಳಲು ಹೋಗಿ ಬಂದ ಸೀತೆಯ ನಿಂದೆಯನ್ನು ಕೇಳಿಸಿಕೊಳ್ಳುತ್ತಾನೆ. ಹಿಂದಿರುಗಿದಾಗ ಸೀತೆ ರಾಮನನ್ನು ಪ್ರಶ್ನಿಸುತ್ತಾಳೆ. ಸೀತೆಯ ಗರಿಮೆಯನ್ನು ರಾಮನು ಅರಿತಿದ್ದರೂ ಪ್ರಜೆಗಳ ಮಾತಿಗೆ ಮನ್ನಣೆ ನೀಡುತ್ತಾನೆ. ಸೀತೆಯು ಅಗ್ನಿಪ್ರವೇಶ ಮಾಡಿ ತನ್ನ ಪರಿಶುದ್ಧತೆಯನ್ನು ಸಾಬೀತುಪಡಿಸುತ್ತಾಳೆ. ಅಗ್ನಿದೇವನೇ ಸೀತೆಯನ್ನು ರಾಮನಿಗೆ ಒಪ್ಪಿಸುತ್ತಾನೆ. ದೇವತೆಗಳು ಹೂಮಳೆಗರೆಯುತ್ತಾರೆ. ರಾಮನು ಸೀತೆಯನ್ನು ಸ್ವೀಕರಿಸಿ ಅಯೋಧ್ಯೆಗೆ ಮರಳುತ್ತಾನೆ. ಇಡೀ ನಗರವೇ ಹಬ್ಬದ ವಾತಾವರಣದಲ್ಲಿ ಮುಳುಗುತ್ತದೆ. ಎಲ್ಲೆಡೆ ದೀಪಗಳನ್ನು ಬೆಳಗಿಸಿ ಸ್ವಾಗತಿಸುತ್ತಾರೆ. <box>500 662 688 739</box>
letter-greeting: ಮಾನ್ಯರೇ, <box>62 441 85 449</box>
highlight-item <box>304 922 431 935</box>
feature-headline: ರಾಮ ರಾಜ್ಯ..... <box>500 164 832 227</box>
amrutha-lines <box>56 313 284 331</box>
joke-text: : ನೋಡಿ, ಗ್ರಾಹಕ ಕೂಡ ಅವನ ಗೆಳತಿಗೆ ಎಷ್ಟು ಪ್ರೀತಿ ಮಾತ್ತಾನೆ. <box>94 140 228 148</box>
bullet-icon <box>458 907 468 917</box>
joke-line <box>58 131 288 141</box>
letter-body: ಮಾನ್ಯರೇ, ಮೈಸೂರಿನ ವಿಜಯನಗರ 4ನೇ ಹಂತದಲ್ಲಿ ಮನೆಗಳ್ಳತನ ಪ್ರಕರಣಗಳು ಹೆಚ್ಚುತ್ತಿವೆ. ಇತ್ತೀಚೆಗೆ ಕೆಲವೇ ದಿನಗಳ ಅಂತರದಲ್ಲಿ ಹಲವು ಮನೆಗಳಲ್ಲಿ ಕಳ್ಳತನ ನಡೆದಿದೆ. ಬೀಗ ಹಾಕಿದ ಮನೆಗಳನ್ನೇ ಗುರಿಯಾಗಿಸಿಕೊಂಡು ಕಳ್ಳರು ಕೃತ್ಯ ಎಸಗುತ್ತಿದ್ದಾರೆ. ಇದರಿಂದ ನಿವಾಸಿಗಳು ಆತಂಕದಲ್ಲಿದ್ದಾರೆ. ಪೊಲೀಸ್ ಇಲಾಖೆ ರಾತ್ರಿ ಗಸ್ತು ಹೆಚ್ಚಿಸಿ, ಸಿಸಿ ಕ್ಯಾಮೆರಾ ಅಳವಡಿಸಿ ಕಳ್ಳರನ್ನು ಪತ್ತೆಹಚ್ಚಬೇಕು. ನಿವಾಸಿಗಳ ಆಸ್ತಿಪಾಸ್ತಿ ರಕ್ಷಣೆಗೆ ಸೂಕ್ತ ಕ್ರಮ ಕೈಗೊಳ್ಳಬೇಕು. <box>58 1237 286 1285</box>
page-number-badge <box>50 57 108 79</box>
proverb-text: ಗಾದೆ ಸುಳ್ಳಾಗದು <box>65 362 102 370</box>
joke-text: : ಇಲ್ಲಾ ಅವಳನ್ನು ಅವಳನ್ನು ಪ್ರೀತಿಯ ಮೇಲೆ ಸಾಲ ಪಡೆಯಬೇಕು. <box>94 149 234 158</box>
story-kicker: ವಾಣಿಜ್ಯ ಸಿಲಿಂಡರ್ ಪೂರೈಕೆಯಲ್ಲಿ ಸುಧಾರಣೆ <box>352 843 533 858</box>
section-divider <box>50 390 290 392</box>
quote-text: ಗ್ಯಾಸ್ ಸಿಲಿಂಡರ್ ಬೆಲೆ ಏರಿಕೆಯಿಂದ ಹೋಟೆಲ್ ಉದ್ಯಮ ಸಂಕಷ್ಟದಲ್ಲಿದೆ. ಆದರೂ ಗ್ರಾಹಕರಿಗೆ ಹೊರೆಯಾಗದಂತೆ ಬೆಲೆ ಏರಿಕೆ ಮಾಡಿದ್ದೇವೆ. ಕಂಪನಿಗಳ ಗ್ಯಾಸ್ ಸಿಲಿಂಡರ್ ಸರಬರಾಜು ಸರಿಯಾಗಿ ಆದರೆ ಹೋಟೆಲ್ ಉದ್ಯಮ ಚೇತರಿಸಿಕೊಳ್ಳುತ್ತದೆ. <box>480 1250 676 1279</box>
quote-attribution: -ಸಿ.ನಾರಾಯಣಗೌಡ, ಅಧ್ಯಕ್ಷರು, ಮೈಸೂರು ಹೋಟೆಲ್ ಮಾಲೀಕರ ಸಂಘ <box>460 1327 613 1335</box>
section-divider <box>50 756 290 758</box>
subhead-banner: ಖಾಸಗಿ ಕಂಪನಿಗಳ ದುಬಾರಿ ಬೆಲೆ ಸಿಲಿಂಡರ್‌ಗೆ ಮೊರೆ <box>448 1107 738 1125</box>
proverb-text: ಆರಾಧಾನ ಮುಟ್ಟೆ <box>127 362 166 370</box>
letter-signature: -ಅಮೃತ್ ಸಿ. ಮೆಟ್ಟಿ, ಬನ್ನಿಮಂಟಪ, ಮೈಸೂರು. <box>184 744 286 752</box>
highlight-bullets <box>304 922 588 935</box>
letter-signature: - ಪಿ.ಜಿ. ರಂಗೇಗೌಡ, ವಿಜಯನಗರ 4ನೇ ಹಂತ, ಮೈಸೂರು. <box>157 1334 286 1342</box>
highlight-bullets <box>304 905 593 918</box>
